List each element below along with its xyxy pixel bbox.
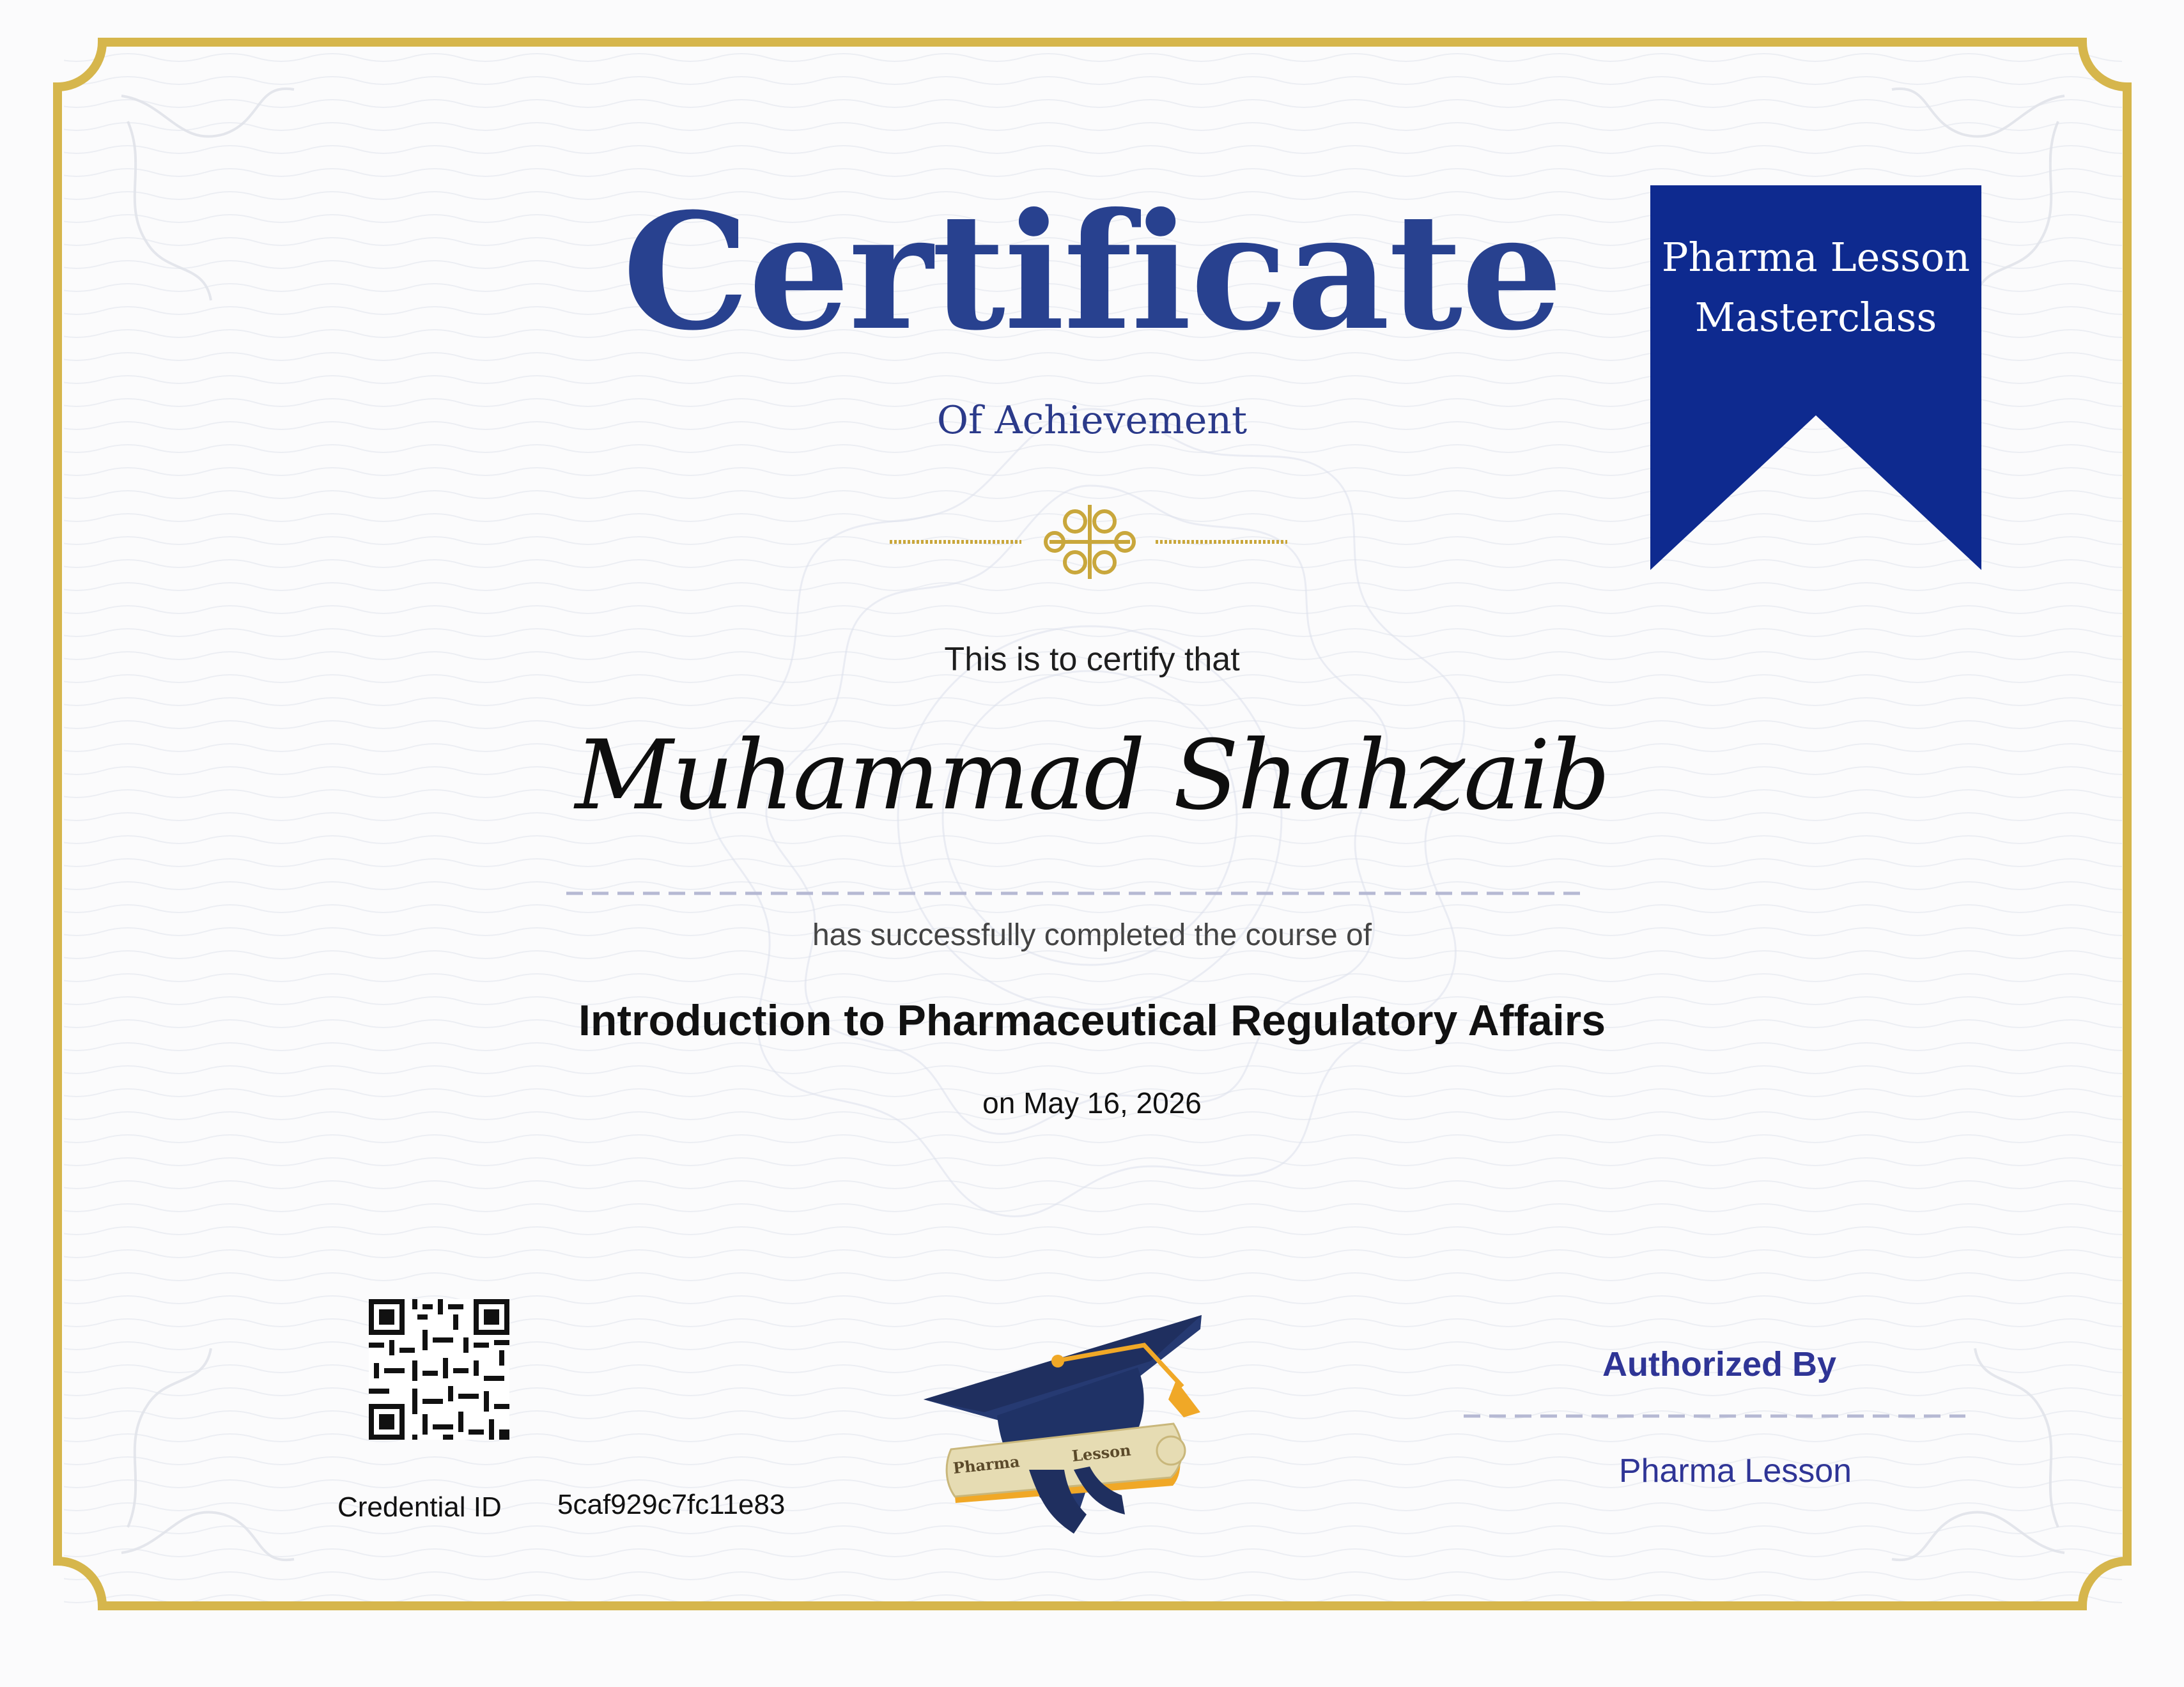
completed-text: has successfully completed the course of <box>812 918 1372 952</box>
certificate-title: Certificate <box>622 178 1562 366</box>
certify-text: This is to certify that <box>944 641 1240 678</box>
logo-word-1: Pharma <box>952 1452 1021 1477</box>
ribbon-line-2: Masterclass <box>1694 294 1937 341</box>
course-name: Introduction to Pharmaceutical Regulatory Affairs <box>578 996 1606 1045</box>
certificate-subtitle: Of Achievement <box>936 398 1248 443</box>
completion-date: on May 16, 2026 <box>982 1086 1202 1120</box>
ribbon-line-1: Pharma Lesson <box>1661 234 1971 281</box>
qr-code-icon <box>369 1299 509 1440</box>
ribbon-label <box>1650 227 1981 348</box>
authorizer-name: Pharma Lesson <box>1618 1452 1852 1490</box>
credential-id: 5caf929c7fc11e83 <box>557 1489 786 1520</box>
recipient-name: Muhammad Shahzaib <box>575 720 1609 831</box>
logo-word-2: Lesson <box>1071 1440 1132 1465</box>
credential-label: Credential ID <box>337 1491 502 1523</box>
authorized-by-label: Authorized By <box>1602 1345 1836 1383</box>
